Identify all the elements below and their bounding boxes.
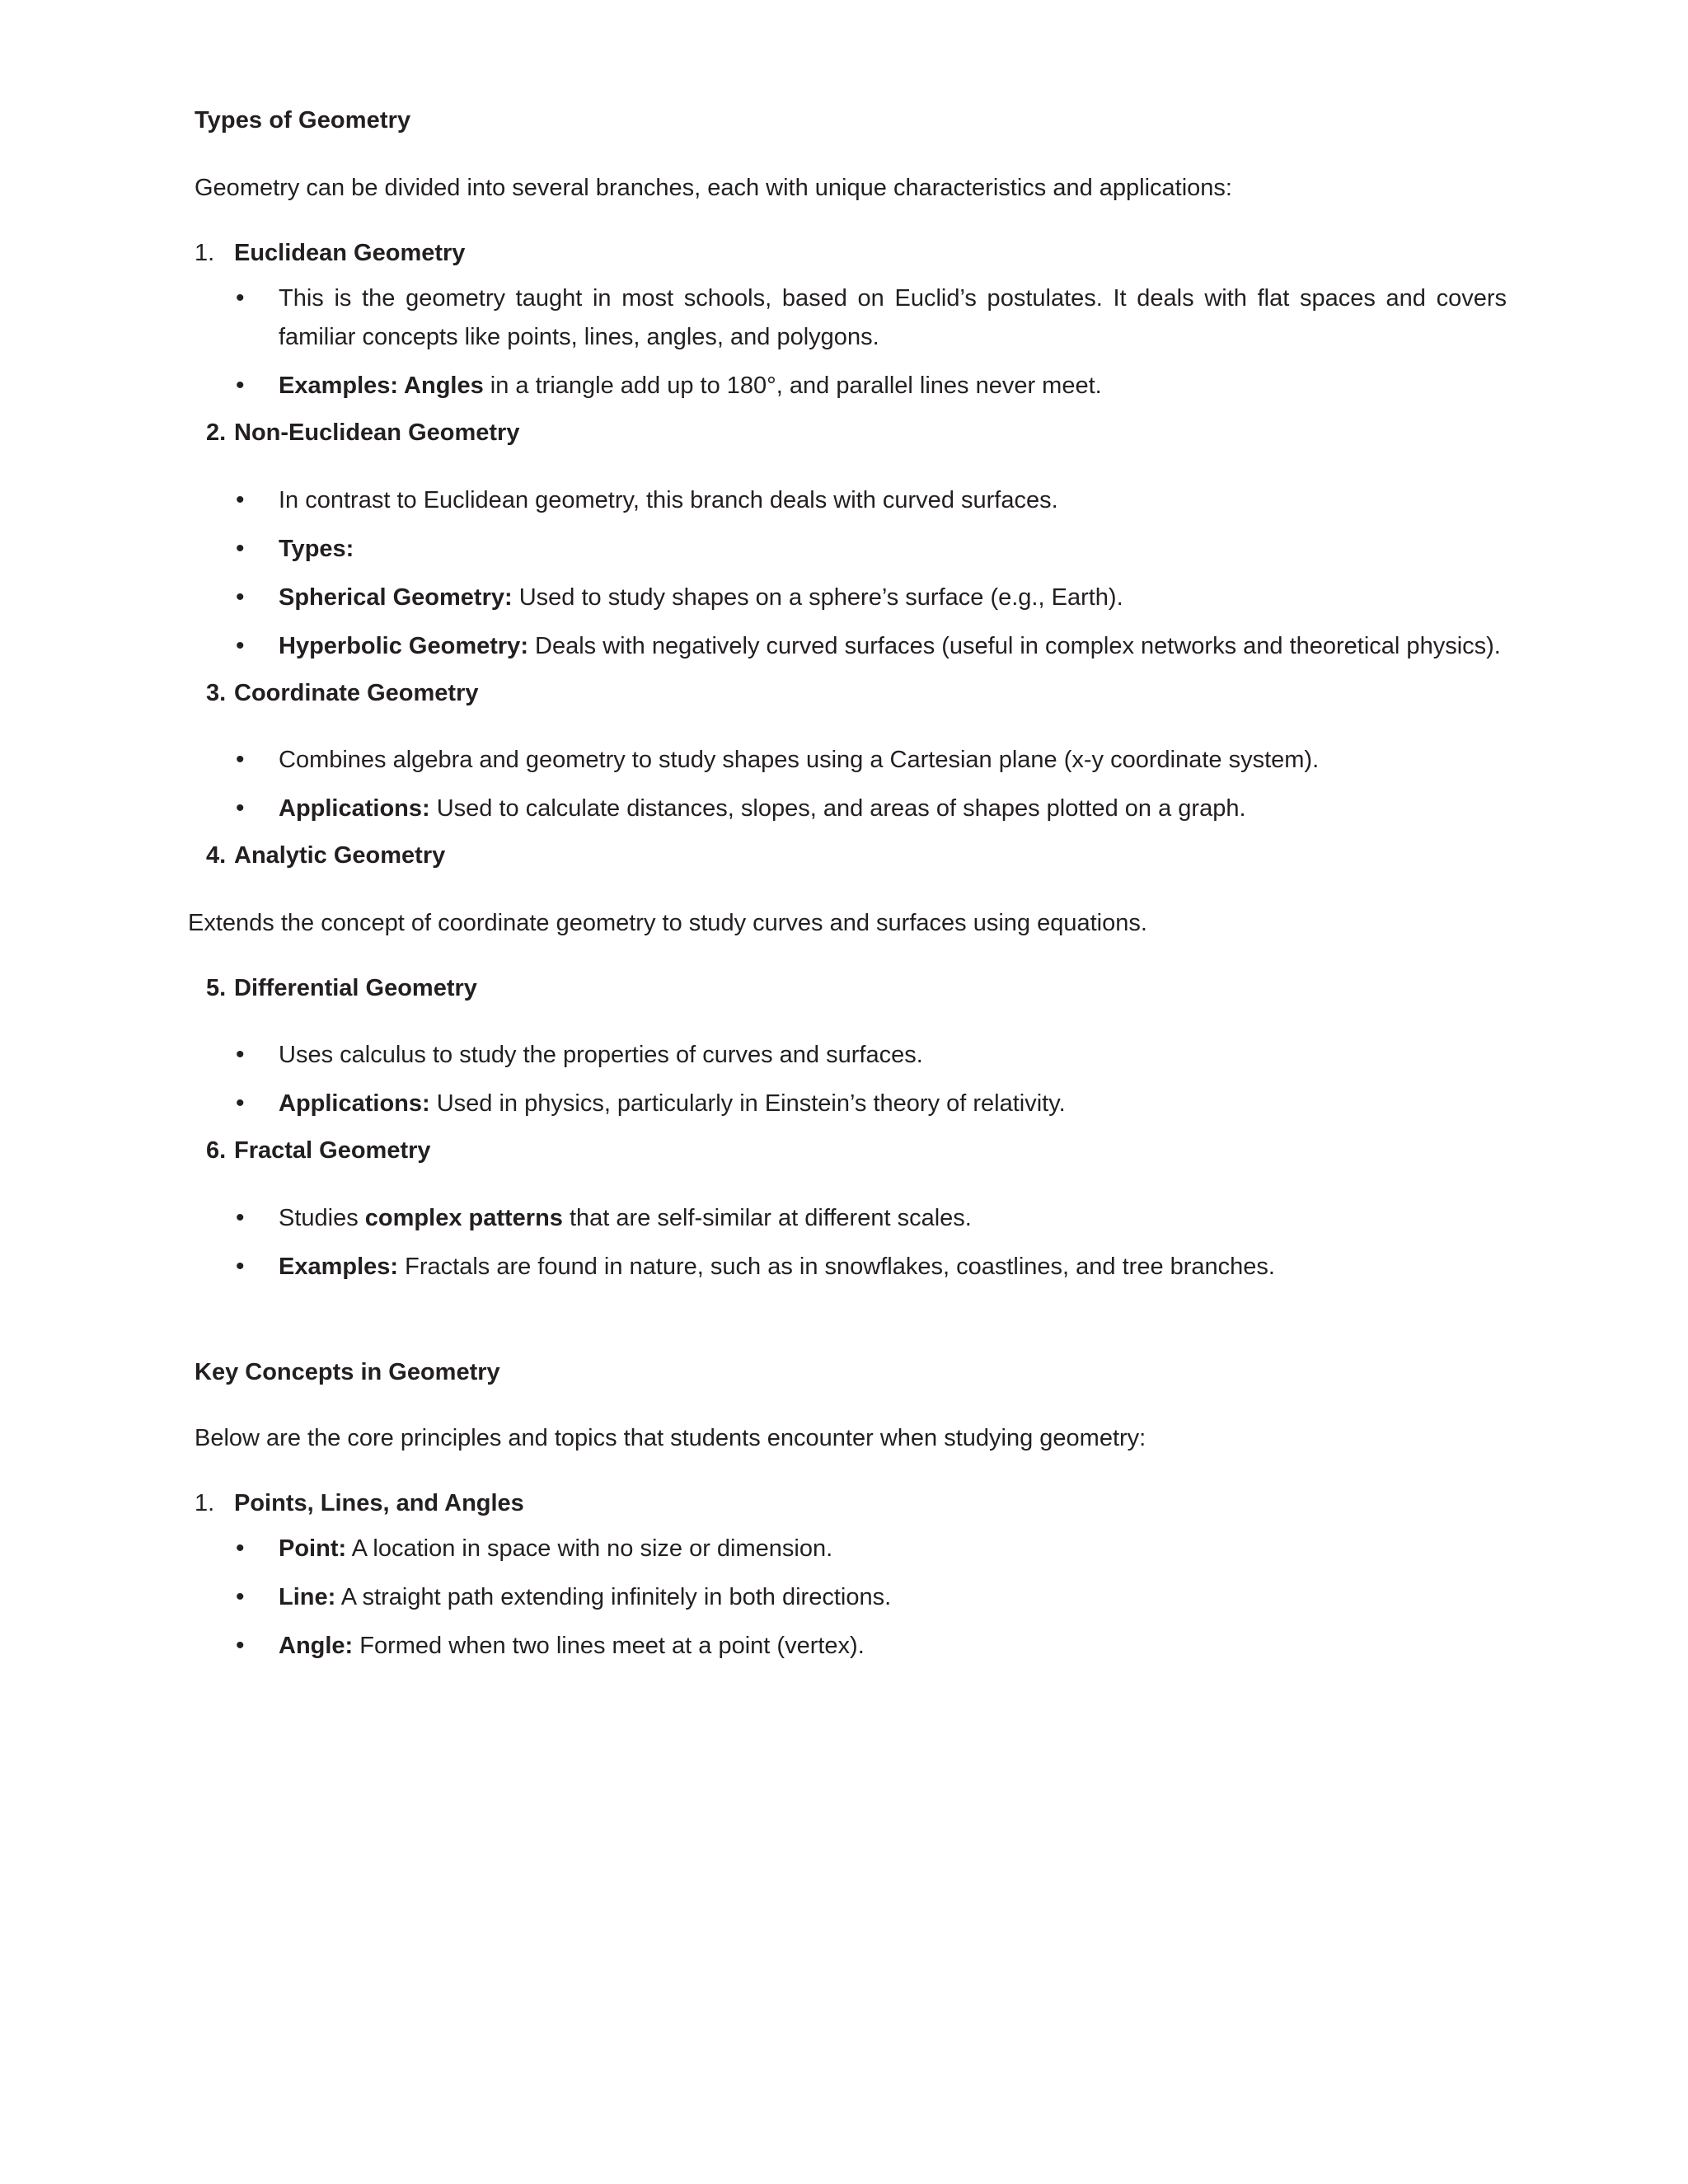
bullet-icon: •: [236, 746, 245, 774]
bullet-icon: •: [236, 1535, 245, 1562]
list-item-label: Fractal Geometry: [234, 1137, 431, 1165]
list-item: [188, 1036, 1507, 1075]
page-title: Types of Geometry: [195, 107, 411, 134]
list-item: [188, 579, 1507, 617]
list-item: [188, 1085, 1507, 1123]
bullet-icon: •: [236, 1631, 245, 1659]
bullet-list-differential: [188, 1036, 1507, 1123]
list-item-heading-euclidean: [188, 236, 1507, 272]
list-item-text: Types:: [279, 535, 354, 562]
list-item: [188, 741, 1507, 780]
bullet-list-non-euclidean: [188, 481, 1507, 666]
list-item: [188, 1578, 1507, 1617]
list-item-text: This is the geometry taught in most schools, based on Euclid’s postulates. It deals with flat spaces and covers familiar concepts like points, lines, angles, and polygons.: [279, 285, 1507, 351]
bullet-list-fractal: [188, 1199, 1507, 1286]
bullet-icon: •: [236, 485, 245, 513]
list-number: 2.: [206, 419, 227, 447]
intro-paragraph: Geometry can be divided into several branches, each with unique characteristics and applications:: [195, 175, 1232, 201]
list-item: [188, 627, 1507, 666]
list-item: [188, 481, 1507, 520]
section-title-key-concepts: Key Concepts in Geometry: [195, 1358, 500, 1385]
list-item: [188, 530, 1507, 569]
list-item-text: Examples: Fractals are found in nature, such as in snowflakes, coastlines, and tree branches.: [279, 1253, 1275, 1280]
list-item-text: Line: A straight path extending infinitely in both directions.: [279, 1583, 892, 1610]
list-number: 5.: [206, 974, 227, 1001]
bullet-icon: •: [236, 534, 245, 562]
list-item: [188, 1530, 1507, 1568]
list-item: [188, 1199, 1507, 1238]
list-item: [188, 367, 1507, 405]
list-item: [188, 790, 1507, 828]
bullet-icon: •: [236, 794, 245, 823]
list-number: 3.: [206, 679, 227, 706]
bullet-icon: •: [236, 1090, 245, 1118]
list-item-heading-analytic: [188, 838, 1507, 874]
list-item-text: Applications: Used to calculate distances, slopes, and areas of shapes plotted on a graph.: [279, 795, 1246, 823]
list-item-text: In contrast to Euclidean geometry, this branch deals with curved surfaces.: [279, 486, 1058, 513]
list-item-text: Combines algebra and geometry to study shapes using a Cartesian plane (x-y coordinate system).: [279, 747, 1320, 774]
bullet-icon: •: [236, 631, 245, 659]
bullet-list-euclidean: [188, 279, 1507, 405]
list-number: 4.: [206, 842, 227, 869]
list-item-label: Euclidean Geometry: [234, 239, 466, 266]
bullet-icon: •: [236, 1041, 245, 1069]
list-number: 1.: [195, 1489, 215, 1516]
list-item: [188, 279, 1507, 357]
bullet-icon: •: [236, 1252, 245, 1280]
list-item-text: Spherical Geometry: Used to study shapes on a sphere’s surface (e.g., Earth).: [279, 583, 1123, 611]
bullet-icon: •: [236, 1582, 245, 1610]
bullet-icon: •: [236, 284, 245, 312]
list-item-label: Analytic Geometry: [234, 842, 446, 869]
list-item-text: Applications: Used in physics, particularly in Einstein’s theory of relativity.: [279, 1090, 1066, 1118]
key-concepts-intro: Below are the core principles and topics that students encounter when studying geometry:: [195, 1424, 1146, 1451]
list-item: [188, 1627, 1507, 1666]
list-item-heading-differential: [188, 971, 1507, 1007]
list-item-text: Examples: Angles in a triangle add up to 180°, and parallel lines never meet.: [279, 373, 1102, 400]
list-number: 6.: [206, 1137, 227, 1165]
list-item-label: Differential Geometry: [234, 974, 477, 1001]
list-item-heading-coordinate: [188, 676, 1507, 712]
list-item-label: Coordinate Geometry: [234, 679, 479, 706]
list-item-label: Non-Euclidean Geometry: [234, 419, 520, 447]
list-item-heading-non-euclidean: [188, 415, 1507, 452]
bullet-icon: •: [236, 1203, 245, 1231]
list-item-text: Angle: Formed when two lines meet at a point (vertex).: [279, 1632, 865, 1659]
analytic-paragraph: Extends the concept of coordinate geometry to study curves and surfaces using equations.: [188, 909, 1147, 936]
bullet-icon: •: [236, 372, 245, 400]
list-item-heading-points-lines-angles: [188, 1486, 1507, 1522]
list-item-label: Points, Lines, and Angles: [234, 1489, 524, 1516]
list-item-text: Studies complex patterns that are self-similar at different scales.: [279, 1204, 972, 1231]
bullet-icon: •: [236, 583, 245, 611]
list-item: [188, 1248, 1507, 1286]
list-number: 1.: [195, 239, 215, 266]
list-item-text: Hyperbolic Geometry: Deals with negatively curved surfaces (useful in complex networks and theoretical physics).: [279, 632, 1501, 659]
bullet-list-coordinate: [188, 741, 1507, 828]
bullet-list-points-lines-angles: [188, 1530, 1507, 1666]
list-item-text: Uses calculus to study the properties of curves and surfaces.: [279, 1042, 923, 1069]
list-item-text: Point: A location in space with no size or dimension.: [279, 1535, 833, 1562]
list-item-heading-fractal: [188, 1133, 1507, 1169]
